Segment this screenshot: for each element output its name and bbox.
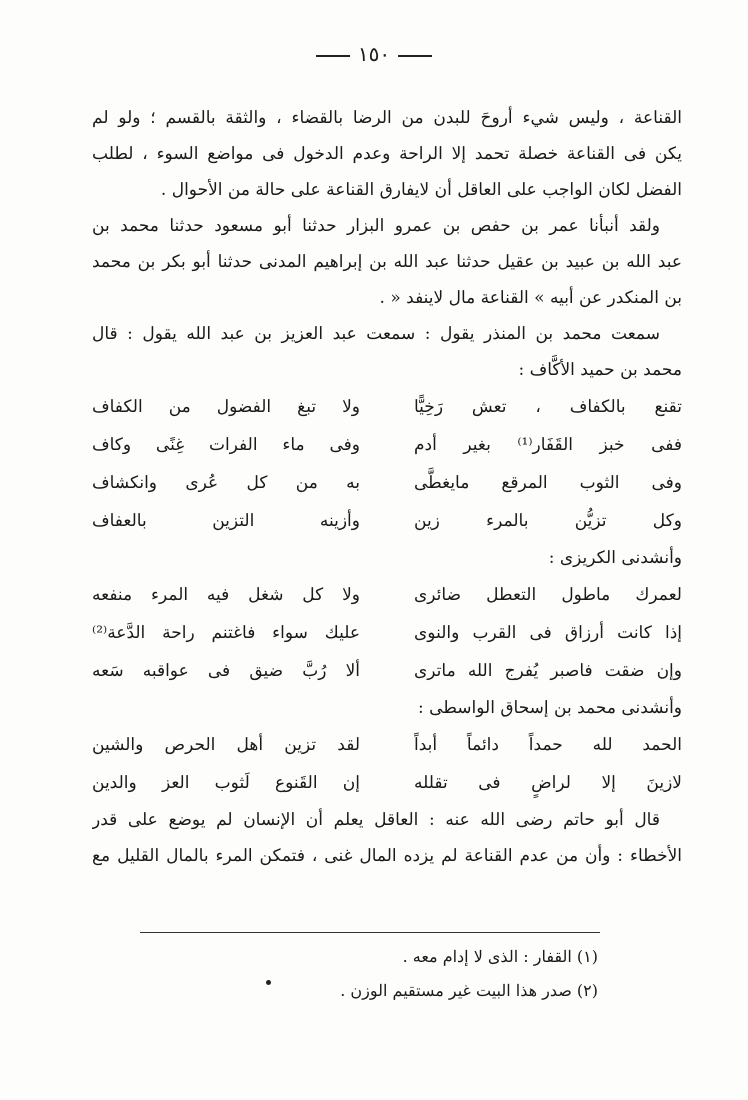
verse-second-hemistich: عليك سواء فاغتنم راحة الدَّعة⁽²⁾	[92, 623, 360, 643]
footnote-divider	[140, 932, 600, 933]
poem-intro: وأنشدنى الكريزى :	[548, 548, 682, 568]
paragraph-line: القناعة ، وليس شيء أروحَ للبدن من الرضا بالقضاء ، والثقة بالقسم ؛ ولو لم	[92, 108, 682, 128]
verse-line	[92, 502, 682, 540]
verse-first-hemistich: تقنع بالكفاف ، تعش رَخِيًّا	[414, 397, 682, 417]
verse-first-hemistich: وفى الثوب المرقع مايغطَّى	[414, 473, 682, 493]
verse-second-hemistich: وأزينه التزين بالعفاف	[92, 511, 360, 531]
verse-line	[92, 464, 682, 502]
paragraph-line: يكن فى القناعة خصلة تحمد إلا الراحة وعدم الدخول فى مواضع السوء ، لطلب	[92, 144, 682, 164]
verse-first-hemistich: إذا كانت أرزاق فى القرب والنوى	[414, 623, 682, 643]
footnote: (٢) صدر هذا البيت غير مستقيم الوزن .	[340, 981, 598, 1000]
verse-line	[92, 614, 682, 652]
verse-line	[92, 426, 682, 464]
paragraph-line: الفضل لكان الواجب على العاقل أن لايفارق القناعة على حالة من الأحوال .	[160, 180, 682, 200]
verse-line	[92, 576, 682, 614]
paragraph-line: محمد بن حميد الأكَّاف :	[518, 360, 682, 380]
footnote: (١) القفار : الذى لا إدام معه .	[402, 947, 598, 966]
verse-second-hemistich: لقد تزين أهل الحرص والشين	[92, 735, 360, 755]
paragraph-line: ولقد أنبأنا عمر بن حفص بن عمرو البزار حدثنا أبو مسعود حدثنا محمد بن	[92, 216, 660, 236]
paragraph-line: الأخطاء : وأن من عدم القناعة لم يزده المال غنى ، فتمكن المرء بالمال القليل مع	[92, 846, 682, 866]
right-dash	[316, 55, 350, 57]
verse-second-hemistich: به من كل عُرى وانكشاف	[92, 473, 360, 493]
verse-first-hemistich: الحمد لله حمداً دائماً أبداً	[414, 735, 682, 755]
verse-line	[92, 652, 682, 690]
footnotes	[148, 940, 598, 1008]
poem-intro: وأنشدنى محمد بن إسحاق الواسطى :	[418, 698, 682, 718]
verse-second-hemistich: وفى ماء الفرات غِنًى وكاف	[92, 435, 360, 455]
verse-line	[92, 388, 682, 426]
paragraph-line: سمعت محمد بن المنذر يقول : سمعت عبد العزيز بن عبد الله يقول : قال	[92, 324, 660, 344]
page-number: ١٥٠	[0, 42, 748, 66]
paragraph-line: قال أبو حاتم رضى الله عنه : العاقل يعلم أن الإنسان لم يوضع على قدر	[92, 810, 660, 830]
paragraph-line: بن المنكدر عن أبيه » القناعة مال لاينفد « .	[379, 288, 682, 308]
verse-line	[92, 764, 682, 802]
verse-first-hemistich: وإن ضقت فاصبر يُفرج الله ماترى	[414, 661, 682, 681]
verse-second-hemistich: إن القَنوع لَثوب العز والدين	[92, 773, 360, 793]
verse-line	[92, 726, 682, 764]
verse-first-hemistich: ففى خبز القَفَار⁽¹⁾ بغير أدم	[414, 435, 682, 455]
main-text	[92, 100, 682, 874]
verse-first-hemistich: لازينَ إلا لراضٍ فى تقلله	[414, 773, 682, 793]
ink-dot	[266, 980, 271, 985]
paragraph-line: عبد الله بن عبيد بن عقيل حدثنا عبد الله بن إبراهيم المدنى حدثنا أبو بكر بن محمد	[92, 252, 682, 272]
verse-second-hemistich: ولا تبغ الفضول من الكفاف	[92, 397, 360, 417]
verse-first-hemistich: لعمرك ماطول التعطل ضائرى	[414, 585, 682, 605]
verse-first-hemistich: وكل تزيُّن بالمرء زين	[414, 511, 682, 531]
verse-second-hemistich: ألا رُبَّ ضيق فى عواقبه سَعه	[92, 661, 360, 681]
left-dash	[398, 55, 432, 57]
verse-second-hemistich: ولا كل شغل فيه المرء منفعه	[92, 585, 360, 605]
